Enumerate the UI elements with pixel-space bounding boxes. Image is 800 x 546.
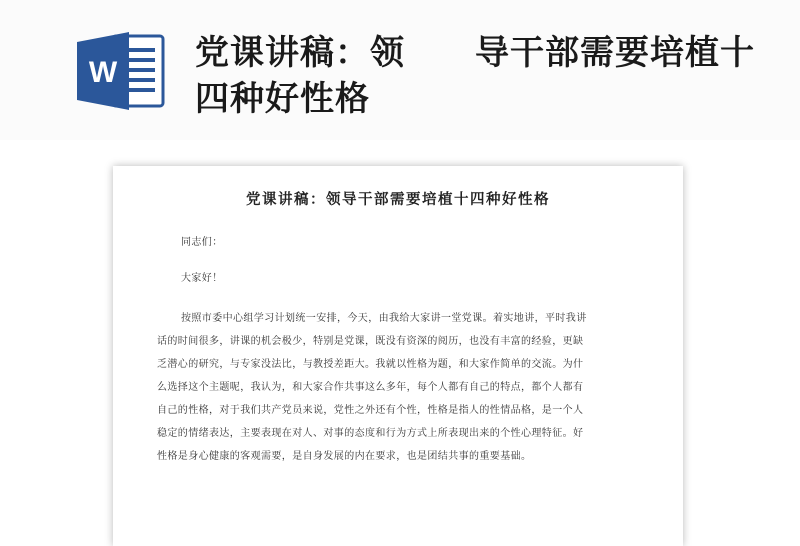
page-title: 党课讲稿：领 导干部需要培植十四种好性格 [195,33,755,119]
header-banner [0,0,800,140]
paragraph-line: 么选择这个主题呢，我认为，和大家合作共事这么多年，每个人都有自己的特点，都个人都有 [157,382,584,393]
word-icon-letter: W [88,56,118,89]
paragraph-line: 性格是身心健康的客观需要，是自身发展的内在要求，也是团结共事的重要基础。 [157,451,532,462]
paragraph-line: 自己的性格，对于我们共产党员来说，党性之外还有个性，性格是指人的性情品格，是一个人 [157,405,584,416]
paragraph-line: 乏潜心的研究，与专家没法比，与教授差距大。我就以性格为题，和大家作简单的交流。为什 [157,359,584,370]
document-title: 党课讲稿：领导干部需要培植十四种好性格 [246,191,550,208]
paragraph-line: 稳定的情绪表达，主要表现在对人、对事的态度和行为方式上所表现出来的个性心理特征。好 [157,428,584,439]
salutation-comrades: 同志们： [181,237,223,248]
paragraph-line: 按照市委中心组学习计划统一安排，今天，由我给大家讲一堂党课。着实地讲，平时我讲 [181,313,587,324]
paragraph-line: 话的时间很多，讲课的机会极少，特别是党课，既没有资深的阅历，也没有丰富的经验，更缺 [157,336,584,347]
document-page [113,166,683,546]
salutation-greeting: 大家好！ [181,273,223,284]
word-icon [75,30,167,112]
